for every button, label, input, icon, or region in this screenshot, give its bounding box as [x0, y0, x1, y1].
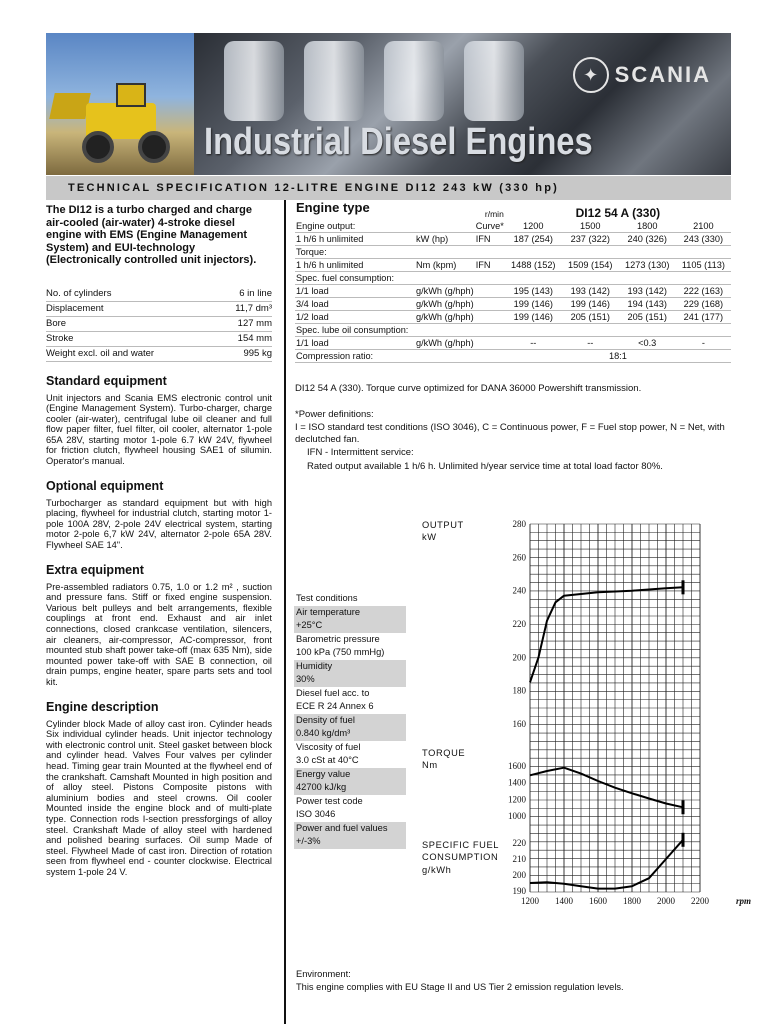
panel-label: OUTPUT — [422, 520, 464, 530]
brand-name: SCANIA — [614, 62, 711, 87]
environment-note — [296, 968, 624, 994]
intro-text: The DI12 is a turbo charged and charge air-cooled (air-water) 4-stroke diesel engine with EMS (Engine Management System) and EUI-technology (Electronically controlled unit injectors). — [46, 204, 257, 266]
row-value: 1273 (130) — [619, 259, 676, 272]
test-condition-line: Test conditions — [296, 593, 358, 603]
axis-tick-label: 220 — [512, 619, 526, 629]
axis-tick-label: 260 — [512, 552, 526, 563]
axis-tick-label: 1400 — [508, 777, 526, 788]
environment-text: This engine complies with EU Stage II and US Tier 2 emission regulation levels. — [296, 982, 624, 992]
row-label: 1 h/6 h unlimited — [295, 259, 415, 272]
row-value — [505, 324, 562, 337]
ifn-text: Rated output available 1 h/6 h. Unlimited h/year service time at total load factor 80%. — [307, 460, 663, 472]
x-axis-label: rpm — [736, 896, 752, 906]
panel-label: SPECIFIC FUEL — [422, 840, 500, 850]
spec-row — [46, 301, 272, 316]
section-heading: Engine description — [46, 699, 159, 714]
test-condition-line: 30% — [294, 673, 406, 687]
row-unit: g/kWh (g/hph) — [416, 299, 474, 310]
performance-row — [295, 233, 731, 246]
row-value: 199 (146) — [562, 298, 619, 311]
row-unit: g/kWh (g/hph) — [416, 286, 474, 297]
spec-label: Displacement — [46, 301, 215, 316]
rpm-value: 1200 — [505, 220, 562, 233]
loader-wheel-shape — [82, 131, 114, 163]
row-value: 195 (143) — [505, 285, 562, 298]
rpm-value: 1800 — [619, 220, 676, 233]
row-curve — [475, 246, 505, 259]
row-label: Spec. lube oil consumption: — [295, 324, 415, 337]
spec-value: 11,7 dm³ — [215, 301, 272, 316]
compression-label: Compression ratio: — [295, 350, 505, 363]
rpm-label: r/min — [484, 209, 504, 219]
spec-value: 154 mm — [215, 331, 272, 346]
row-unit: Nm (kpm) — [415, 259, 475, 272]
basic-specs-table — [46, 287, 272, 362]
x-tick-label: 2000 — [657, 896, 675, 906]
spec-row — [46, 346, 272, 361]
row-value: 243 (330) — [676, 233, 731, 246]
x-tick-label: 2200 — [691, 896, 709, 906]
axis-tick-label: 190 — [512, 886, 526, 896]
row-value — [676, 324, 731, 337]
axis-tick-label: 280 — [512, 519, 526, 529]
spec-row — [46, 331, 272, 346]
griffin-logo-icon: ✦ — [573, 57, 609, 93]
row-curve — [475, 285, 505, 298]
spec-label: No. of cylinders — [46, 287, 215, 302]
row-value: 187 (254) — [505, 233, 562, 246]
panel-label: g/kWh — [422, 865, 452, 875]
section-heading: Optional equipment — [46, 478, 164, 493]
row-label: 1/1 load — [295, 285, 415, 298]
row-value — [676, 272, 731, 285]
row-value — [562, 246, 619, 259]
axis-tick-label: 160 — [512, 719, 526, 729]
row-unit — [415, 246, 475, 259]
ifn-title: IFN - Intermittent service: — [307, 447, 414, 459]
row-curve: IFN — [475, 233, 505, 246]
x-tick-label: 1400 — [555, 896, 573, 906]
spec-row — [46, 316, 272, 331]
row-label: 1 h/6 h unlimited — [295, 233, 415, 246]
section-heading: Extra equipment — [46, 562, 144, 577]
row-value: 237 (322) — [562, 233, 619, 246]
loader-wheel-shape — [138, 131, 170, 163]
axis-tick-label: 200 — [512, 870, 526, 880]
panel-label: TORQUE — [422, 748, 466, 758]
cylinder-shape — [304, 41, 364, 121]
row-label: Engine output: — [295, 220, 415, 233]
test-condition-line: 3.0 cSt at 40°C — [296, 755, 359, 765]
compression-row — [295, 350, 731, 363]
cylinder-shape — [464, 41, 524, 121]
row-unit — [415, 220, 475, 233]
performance-row — [295, 259, 731, 272]
test-condition-line: 100 kPa (750 mmHg) — [296, 647, 385, 657]
left-column — [46, 204, 272, 877]
row-value — [676, 246, 731, 259]
row-label: Spec. fuel consumption: — [295, 272, 415, 285]
row-label: Torque: — [295, 246, 415, 259]
test-condition-line: Power test code — [296, 795, 363, 806]
torque-note: DI12 54 A (330). Torque curve optimized for DANA 36000 Powershift transmission. — [295, 383, 642, 395]
cylinder-shape — [224, 41, 284, 121]
rpm-value: 2100 — [676, 220, 731, 233]
axis-tick-label: 210 — [512, 854, 526, 864]
row-value: 193 (142) — [562, 285, 619, 298]
row-value — [619, 272, 676, 285]
row-value: 1488 (152) — [505, 259, 562, 272]
row-unit: g/kWh (g/hph) — [416, 312, 474, 323]
test-condition-line: ECE R 24 Annex 6 — [296, 701, 374, 711]
row-value: -- — [562, 337, 619, 350]
row-unit: g/kWh (g/hph) — [416, 338, 474, 349]
row-unit — [415, 272, 475, 285]
row-value: 1105 (113) — [676, 259, 731, 272]
test-condition-line: Air temperature — [294, 606, 406, 620]
performance-row — [295, 324, 731, 337]
test-condition-line: Viscosity of fuel — [296, 741, 361, 752]
row-label: 1/2 load — [295, 311, 415, 324]
performance-head-row — [295, 202, 731, 220]
row-value — [505, 246, 562, 259]
chart-labels — [422, 519, 751, 906]
row-curve — [475, 324, 505, 337]
engine-type-label: Engine type — [296, 200, 370, 215]
row-value — [619, 246, 676, 259]
test-condition-line: 42700 kJ/kg — [294, 781, 406, 795]
panel-label: kW — [422, 532, 437, 542]
row-value: 229 (168) — [676, 298, 731, 311]
row-value: 194 (143) — [619, 298, 676, 311]
row-value: 199 (146) — [505, 311, 562, 324]
spec-value: 127 mm — [215, 316, 272, 331]
performance-row — [295, 298, 731, 311]
section-heading: Standard equipment — [46, 373, 167, 388]
right-column — [295, 202, 731, 472]
rpm-value: 1500 — [562, 220, 619, 233]
power-def-title: *Power definitions: — [295, 408, 374, 420]
row-value: 241 (177) — [676, 311, 731, 324]
x-tick-label: 1200 — [521, 896, 539, 906]
section-text: Pre-assembled radiators 0.75, 1.0 or 1.2 m² , suction and pressure fans. Stiff or fixed engine suspension. Various belt pulleys and belt arrangements, flexible couplings at front end. Exhaust and air inlet connections, closed crankcase ventilation, silencers, air cleaners, air-compressor, AC-compressor, front mounted stub shaft power take-off (max 635 Nm), side mounted power take-off with SAE B connection, oil drain pumps, engine heater, spare parts sets and tool kit. — [46, 581, 272, 687]
x-tick-label: 1800 — [623, 896, 641, 906]
row-curve — [475, 272, 505, 285]
performance-row — [295, 337, 731, 350]
axis-tick-label: 220 — [512, 838, 526, 848]
row-value: <0.3 — [619, 337, 676, 350]
section-text: Turbocharger as standard equipment but with high placing, flywheel for industrial clutch, starting motor 1-pole 100A 28V, 2-pole 24V electrical system, starting motor 2-pole 6,7 kW 24V, alternator 2-pole 65A 28V. Flywheel SAE 14". — [46, 497, 272, 551]
axis-tick-label: 200 — [512, 652, 526, 663]
loader-cab-shape — [116, 83, 146, 107]
spec-label: Weight excl. oil and water — [46, 346, 215, 361]
performance-row — [295, 272, 731, 285]
row-label: 1/1 load — [295, 337, 415, 350]
row-value: 205 (151) — [562, 311, 619, 324]
test-condition-line: Power and fuel values — [294, 822, 406, 836]
row-value: - — [676, 337, 731, 350]
row-curve: IFN — [475, 259, 505, 272]
spec-value: 995 kg — [215, 346, 272, 361]
row-value: 222 (163) — [676, 285, 731, 298]
row-label: 3/4 load — [295, 298, 415, 311]
row-unit — [415, 324, 475, 337]
row-value: -- — [505, 337, 562, 350]
curve-label: Curve* — [475, 221, 504, 232]
spec-row — [46, 287, 272, 302]
performance-row — [295, 246, 731, 259]
panel-label: CONSUMPTION — [422, 852, 499, 862]
performance-table — [295, 202, 731, 363]
axis-tick-label: 180 — [512, 685, 526, 696]
axis-tick-label: 240 — [512, 585, 526, 596]
row-value: 240 (326) — [619, 233, 676, 246]
compression-value: 18:1 — [505, 350, 731, 363]
test-condition-line: Humidity — [294, 660, 406, 674]
axis-tick-label: 1600 — [508, 761, 526, 771]
row-value: 1509 (154) — [562, 259, 619, 272]
axis-tick-label: 1000 — [508, 811, 526, 821]
performance-row — [295, 311, 731, 324]
page-title: Industrial Diesel Engines — [204, 121, 593, 163]
row-curve — [475, 337, 505, 350]
axis-tick-label: 1200 — [508, 794, 526, 805]
cylinder-shape — [384, 41, 444, 121]
test-condition-line: 0.840 kg/dm³ — [294, 727, 406, 741]
header-banner — [46, 33, 731, 175]
brand — [573, 57, 711, 93]
spec-label: Bore — [46, 316, 215, 331]
model-label: DI12 54 A (330) — [575, 206, 661, 220]
performance-row — [295, 285, 731, 298]
section-text: Cylinder block Made of alloy cast iron. Cylinder heads Six individual cylinder heads. Unit injector technology with electronic control unit. Steel gasket between block and cylinder head. Valves Four valves per cylinder head. Timing gear train Mounted at the flywheel end of the crankshaft. Camshaft Mounted in high position and of alloy steel. Pistons Composite pistons with aluminium bodies and steel crowns. Oil cooler Mounted inside the engine block and of multi-plate type. Connection rods I-section pressforgings of alloy steel. Crankshaft Made of alloy steel with hardened and polished bearing surfaces. Oil sump Made of steel. Flywheel Made of cast iron. Direction of rotation seen from flywheel end - counter clockwise. Electrical system 1-pole 24 V. — [46, 718, 272, 877]
row-unit: kW (hp) — [415, 233, 475, 246]
spec-line: TECHNICAL SPECIFICATION 12-LITRE ENGINE DI12 243 kW (330 hp) — [46, 176, 731, 200]
test-condition-line: +25°C — [294, 619, 406, 633]
x-tick-label: 1600 — [589, 896, 607, 906]
panel-label: Nm — [422, 760, 438, 770]
test-conditions — [294, 592, 406, 849]
row-value — [562, 324, 619, 337]
performance-row — [295, 220, 731, 233]
row-curve — [475, 298, 505, 311]
row-value — [562, 272, 619, 285]
row-value: 205 (151) — [619, 311, 676, 324]
column-divider — [284, 200, 286, 1024]
performance-chart — [420, 518, 752, 910]
row-value: 193 (142) — [619, 285, 676, 298]
sections — [46, 374, 272, 878]
test-condition-line: Density of fuel — [294, 714, 406, 728]
row-curve — [475, 311, 505, 324]
loader-bucket-shape — [49, 93, 91, 119]
chart-grid — [530, 524, 700, 892]
row-value — [505, 272, 562, 285]
row-value — [619, 324, 676, 337]
row-value: 199 (146) — [505, 298, 562, 311]
test-condition-line: ISO 3046 — [296, 809, 336, 819]
test-condition-line: Diesel fuel acc. to — [296, 687, 370, 698]
environment-title: Environment: — [296, 969, 351, 979]
spec-label: Stroke — [46, 331, 215, 346]
section-text: Unit injectors and Scania EMS electronic control unit (Engine Management System). Turbo-charger, charge cooler (air-water), centrifugal lube oil cleaner and full flow paper filter, fuel filter, oil cooler, alternator 1-pole 65A 28V, starting motor 1-pole 6.7 kW 24V, flywheel for friction clutch, flywheel housing SAE1 of silumin. Operator's manual. — [46, 392, 272, 467]
test-condition-line: Barometric pressure — [296, 633, 380, 644]
test-condition-line: +/-3% — [294, 835, 406, 849]
power-def-text: I = ISO standard test conditions (ISO 3046), C = Continuous power, F = Fuel stop power, N = Net, with declutched fan. — [295, 422, 725, 445]
spec-value: 6 in line — [215, 287, 272, 302]
test-condition-line: Energy value — [294, 768, 406, 782]
wheel-loader-photo — [46, 33, 194, 175]
